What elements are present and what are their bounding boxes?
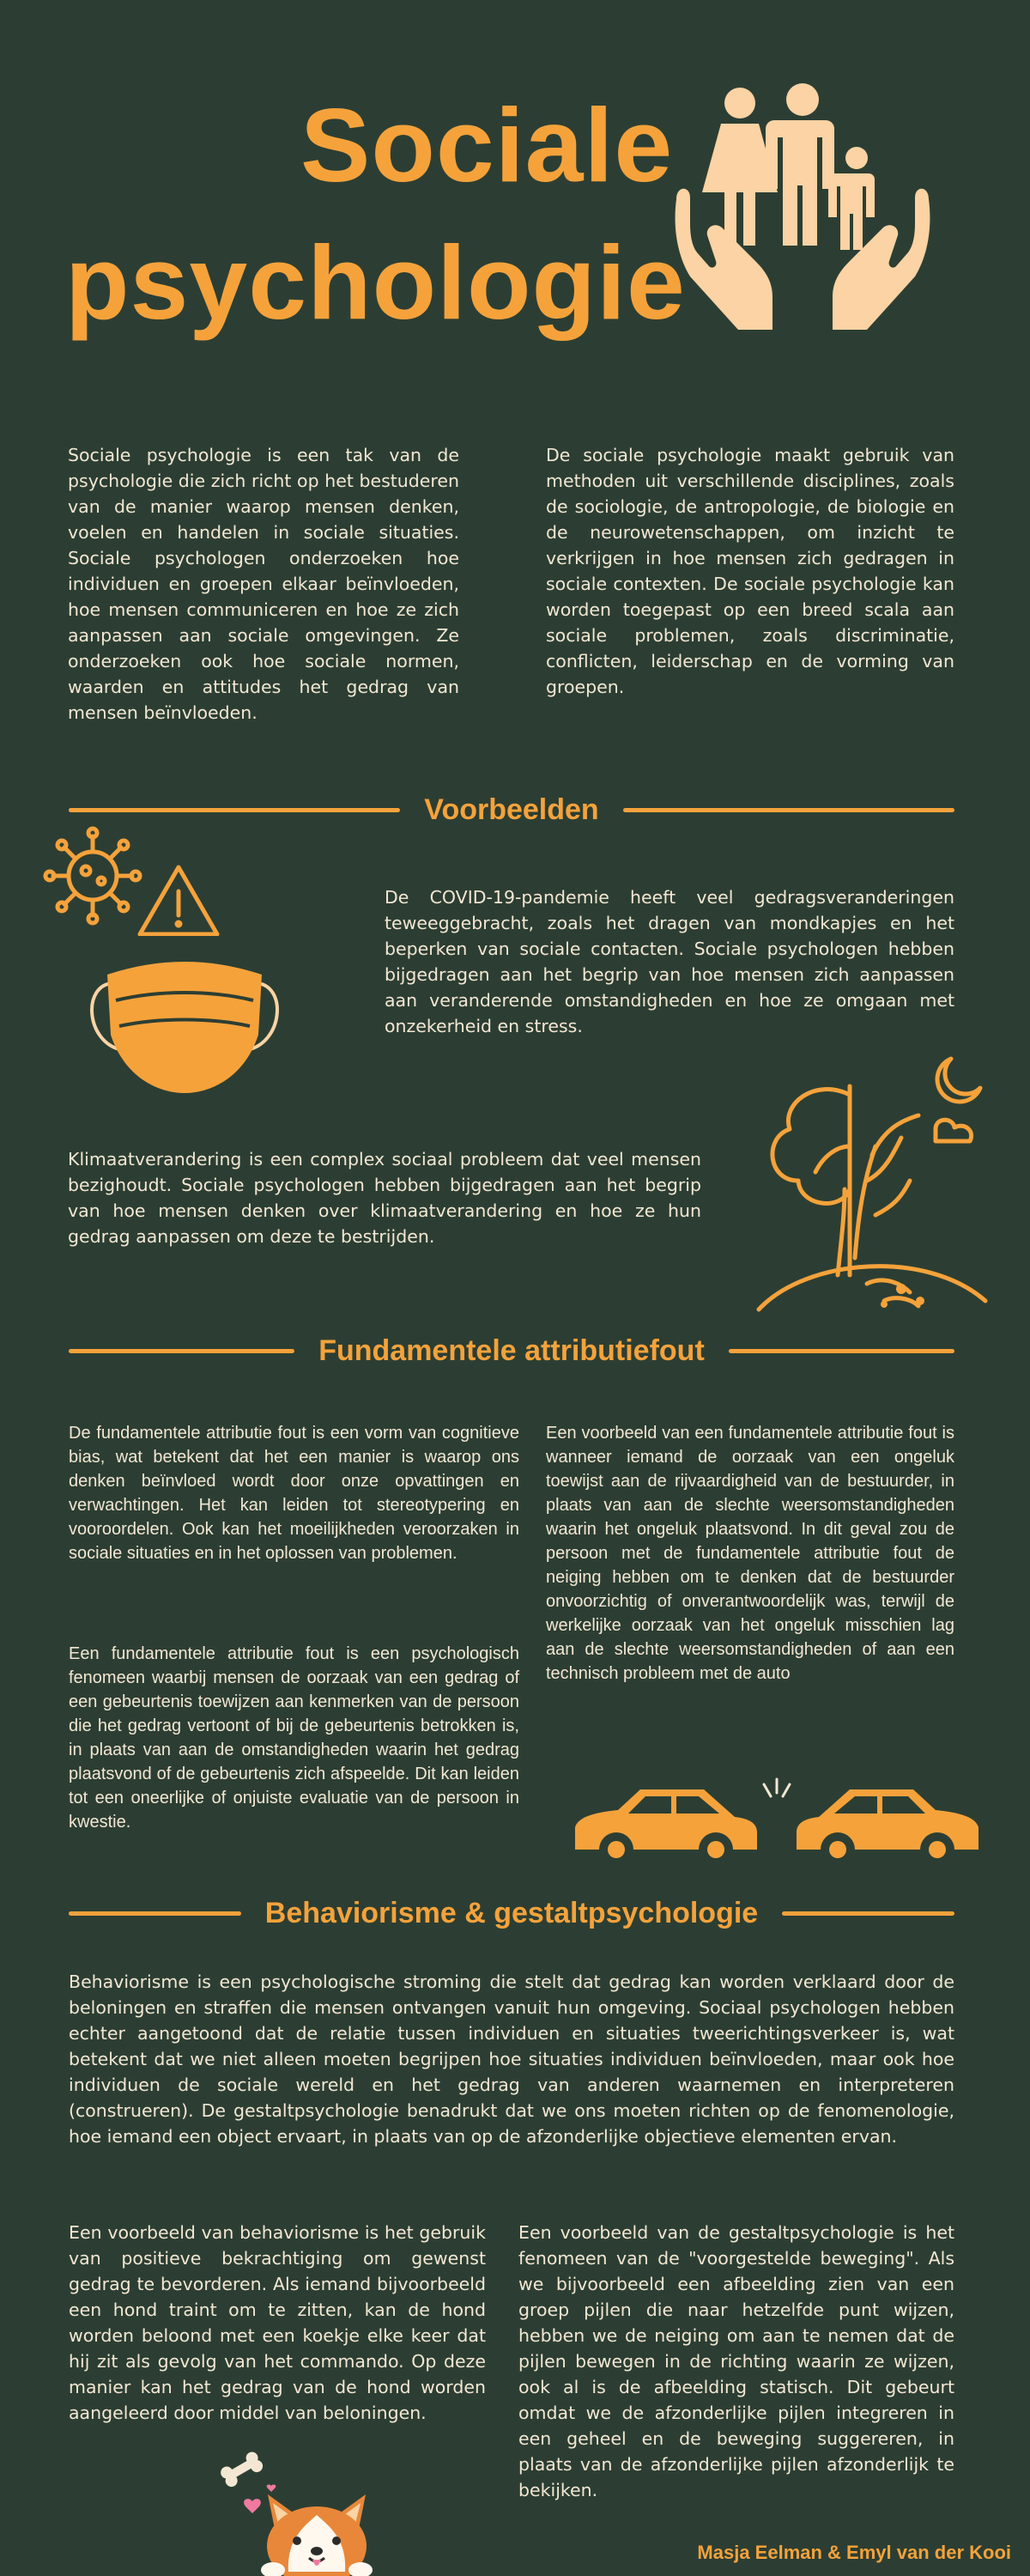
- section-divider-left: [69, 808, 400, 812]
- footer-authors: Masja Eelman & Emyl van der Kooi: [697, 2542, 1011, 2563]
- title-line-1: Sociale: [300, 87, 674, 204]
- section-divider-right: [782, 1911, 954, 1916]
- attributie-left-paragraph-2: Een fundamentele attributie fout is een psychologisch fenomeen waarbij mensen de oorzaak van een gedrag of een gebeurtenis toewijzen aan kenmerken van de persoon die het gedrag vertoont of bij de gebeurtenis betrokken is, in plaats van aan de omstandigheden waarin het gedrag plaatsvond of de gebeurtenis zich afspeelde. Dit kan leiden tot een oneerlijke of onjuiste evaluatie van de persoon in kwestie.: [69, 1644, 519, 1832]
- behaviorisme-intro-paragraph: Behaviorisme is een psychologische stroming die stelt dat gedrag kan worden verklaard door de beloningen en straffen die mensen ontvangen vanuit hun omgeving. Sociaal psychologen hebben echter aangetoond dat de relatie tussen individuen en situaties tweerichtingsverkeer is, wat betekent dat we niet alleen moeten begrijpen hoe situaties individuen beïnvloeden, maar ook hoe individuen de sociale wereld en het gedrag van anderen waarnemen en interpreteren (construeren). De gestaltpsychologie benadrukt dat we ons moeten richten op de fenomenologie, hoe iemand een object ervaart, in plaats van op de afzonderlijke objectieve elementen ervan.: [69, 1971, 954, 2147]
- covid-paragraph: De COVID-19-pandemie heeft veel gedragsveranderingen teweeggebracht, zoals het dragen van mondkapjes en het beperken van sociale contacten. Sociale psychologen hebben bijgedragen aan het begrip van hoe mensen zich aanpassen aan veranderende omstandigheden en hoe ze omgaan met onzekerheid en stress.: [385, 887, 954, 1036]
- section-title-attributie: Fundamentele attributiefout: [318, 1334, 705, 1367]
- section-header-behaviorisme: [69, 1892, 954, 1935]
- section-divider-left: [69, 1911, 241, 1916]
- section-title-voorbeelden: Voorbeelden: [424, 793, 599, 826]
- section-header-attributie: [69, 1329, 954, 1372]
- gestalt-right-paragraph: Een voorbeeld van de gestaltpsychologie is het fenomeen van de "voorgestelde beweging". Als we bijvoorbeeld een afbeelding zien van een groep pijlen die naar hetzelfde punt wijzen, hebben we de neiging om aan te nemen dat de pijlen bewegen in de richting waarin ze wijzen, ook al is de afbeelding statisch. Dit gebeurt omdat we de afzonderlijke pijlen integreren in een geheel en de beweging suggereren, in plaats van de afzonderlijke pijlen afzonderlijk te bekijken.: [518, 2222, 954, 2500]
- dog-with-bone-icon: [215, 2451, 378, 2576]
- title-line-2: psychologie: [65, 224, 686, 341]
- intro-left-paragraph: Sociale psychologie is een tak van de psychologie die zich richt op het bestuderen van de manier waarop mensen denken, voelen en handelen in sociale situaties. Sociale psychologen onderzoeken hoe individuen en groepen elkaar beïnvloeden, hoe mensen communiceren en hoe ze zich aanpassen aan sociale omgevingen. Ze onderzoeken ook hoe sociale normen, waarden en attitudes het gedrag van mensen beïnvloeden.: [68, 445, 459, 723]
- virus-warning-icon: [41, 824, 221, 936]
- section-divider-right: [623, 808, 954, 812]
- klimaat-paragraph: Klimaatverandering is een complex sociaal probleem dat veel mensen bezighoudt. Sociale psychologen hebben bijgedragen aan het begrip van hoe mensen denken over klimaatverandering en hoe ze hun gedrag aanpassen om deze te bestrijden.: [68, 1149, 701, 1247]
- attributie-left-paragraph-1: De fundamentele attributie fout is een vorm van cognitieve bias, wat betekent dat het een manier is waarop ons denken beïnvloed wordt door onze opvattingen en verwachtingen. Het kan leiden tot stereotypering en vooroordelen. Ook kan het moeilijkheden veroorzaken in sociale situaties en in het oplossen van problemen.: [69, 1424, 519, 1563]
- climate-tree-icon: [755, 1043, 989, 1327]
- car-crash-icon: [566, 1776, 987, 1870]
- section-divider-left: [69, 1349, 294, 1353]
- section-divider-right: [729, 1349, 954, 1353]
- intro-right-paragraph: De sociale psychologie maakt gebruik van methoden uit verschillende disciplines, zoals de sociologie, de antropologie, de biologie en de neurowetenschappen, om inzicht te verkrijgen in hoe mensen zich gedragen in sociale contexten. De sociale psychologie kan worden toegepast op een breed scala aan sociale problemen, zoals discriminatie, conflicten, leiderschap en de vorming van groepen.: [546, 445, 954, 697]
- section-title-behaviorisme: Behaviorisme & gestaltpsychologie: [264, 1896, 759, 1929]
- face-mask-icon: [82, 949, 288, 1095]
- behaviorisme-left-paragraph: Een voorbeeld van behaviorisme is het gebruik van positieve bekrachtiging om gewenst gedrag te bevorderen. Als iemand bijvoorbeeld een hond traint om te zitten, kan de hond worden beloond met een koekje elke keer dat hij zit als gevolg van het commando. Op deze manier kan het gedrag van de hond worden aangeleerd door middel van beloningen.: [69, 2222, 486, 2423]
- family-in-hands-icon: [670, 79, 936, 345]
- attributie-right-paragraph: Een voorbeeld van een fundamentele attributie fout is wanneer iemand de oorzaak van een ongeluk toewijst aan de rijvaardigheid van de bestuurder, in plaats van aan de slechte weersomstandigheden waarin het ongeluk plaatsvond. In dit geval zou de persoon met de fundamentele attributie fout de neiging hebben om te denken dat de bestuurder onvoorzichtig of onverantwoordelijk was, terwijl de werkelijke oorzaak van het ongeluk misschien lag aan de slechte weersomstandigheden of aan een technisch probleem met de auto: [546, 1424, 954, 1683]
